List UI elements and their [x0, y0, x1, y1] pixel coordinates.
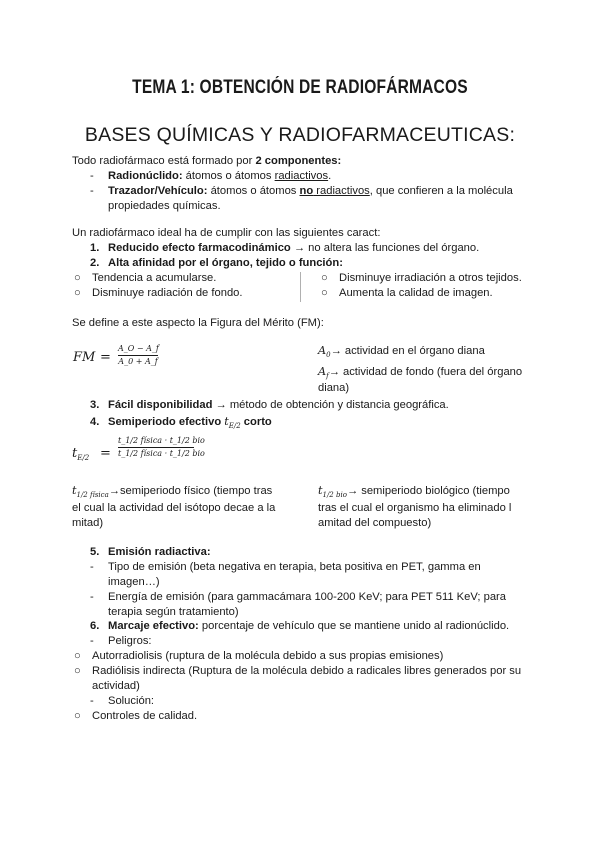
page-title: TEMA 1: OBTENCIÓN DE RADIOFÁRMACOS [132, 77, 468, 98]
affinity-right-1: Disminuye irradiación a otros tejidos. [339, 272, 522, 284]
solucion-1: Controles de calidad. [92, 710, 198, 722]
af-symbol: A [318, 365, 327, 378]
item-number: 1. [90, 242, 100, 254]
item-number: 2. [90, 257, 100, 269]
component-text: átomos o átomos [207, 185, 300, 197]
item-number: 4. [90, 416, 100, 428]
a0-text: → actividad en el órgano diana [330, 345, 485, 357]
item-1 [108, 241, 479, 255]
affinity-left-1: Tendencia a acumularse. [92, 272, 217, 284]
item-4-bold-end: corto [240, 416, 272, 428]
fm-lhs: FM [73, 350, 96, 365]
section-heading: BASES QUÍMICAS Y RADIOFARMACEUTICAS: [84, 124, 516, 146]
component-trazador [108, 184, 513, 198]
item-3 [108, 398, 449, 412]
fraction-bar [118, 447, 194, 448]
item-6 [108, 619, 509, 633]
underlined-text-2: radiactivos [313, 185, 370, 197]
fm-numerator: A_O − A_f [118, 344, 159, 353]
bullet-dash: - [90, 185, 94, 197]
circle-bullet: ○ [74, 650, 81, 662]
tfis-line2: el cual la actividad del isótopo decae a la [72, 502, 276, 514]
bullet-dash: - [90, 591, 94, 603]
term-trazador: Trazador/Vehículo: [108, 185, 208, 197]
solucion-label: Solución: [108, 695, 155, 707]
item-5-bullet-1: Tipo de emisión (beta negativa en terapia, beta positiva en PET, gamma en [108, 561, 481, 573]
teff-subscript: E/2 [77, 454, 90, 462]
fraction-bar [118, 355, 158, 356]
af-subscript: f [326, 372, 329, 380]
circle-bullet: ○ [74, 665, 81, 677]
tfis-symbol: t [72, 484, 77, 497]
item-6-text: porcentaje de vehículo que se mantiene unido al radionúclido. [198, 620, 510, 632]
tbio-subscript: 1/2 bio [322, 491, 347, 499]
peligro-2-line2: actividad) [92, 680, 140, 692]
tfis-text: →semiperiodo físico (tiempo tras [108, 485, 273, 497]
intro-line [72, 154, 341, 168]
fm-a0-def [318, 344, 485, 362]
fm-equals: = [100, 350, 111, 365]
item-1-text: → no altera las funciones del órgano. [290, 242, 480, 254]
circle-bullet: ○ [321, 272, 328, 284]
tbio-symbol: t [318, 484, 323, 497]
teff-numerator: t_1/2 física · t_1/2 bio [118, 436, 205, 445]
teff-equals: = [100, 446, 111, 461]
component-radionuclido [108, 169, 331, 183]
af-text: → actividad de fondo (fuera del órgano [328, 366, 523, 378]
teff-fraction [118, 436, 205, 459]
tbio-line2: tras el cual el organismo ha eliminado l [318, 502, 512, 514]
component-text: átomos o átomos [182, 170, 275, 182]
tbio-text: → semiperiodo biológico (tiempo [346, 485, 510, 497]
fm-af-def-line2: diana) [318, 382, 350, 394]
circle-bullet: ○ [74, 287, 81, 299]
circle-bullet: ○ [321, 287, 328, 299]
a0-symbol: A [318, 344, 327, 357]
item-1-bold: Reducido efecto farmacodinámico [108, 242, 291, 254]
affinity-right-2: Aumenta la calidad de imagen. [339, 287, 493, 299]
underlined-text: no [299, 185, 314, 197]
item-3-bold: Fácil disponibilidad [108, 399, 213, 411]
intro-text: Todo radiofármaco está formado por [72, 155, 256, 167]
teff-denominator: t_1/2 física · t_1/2 bio [118, 449, 205, 458]
teff-lhs [72, 446, 89, 466]
circle-bullet: ○ [74, 272, 81, 284]
item-5: Emisión radiactiva: [108, 546, 211, 558]
peligros-label: Peligros: [108, 635, 152, 647]
tbio-def [318, 484, 510, 502]
item-3-text: → método de obtención y distancia geográfica. [212, 399, 449, 411]
t-symbol: t [224, 415, 229, 428]
bullet-dash: - [90, 635, 94, 647]
peligro-1: Autorradiolisis (ruptura de la molécula debido a sus propias emisiones) [92, 650, 444, 662]
item-6-bold: Marcaje efectivo: [108, 620, 199, 632]
tfis-subscript: 1/2 física [76, 491, 109, 499]
bullet-dash: - [90, 561, 94, 573]
intro-bold: 2 componentes: [255, 155, 342, 167]
tbio-line3: amitad del compuesto) [318, 517, 432, 529]
fm-denominator: A_0 + A_f [118, 357, 158, 366]
fm-intro: Se define a este aspecto la Figura del Mérito (FM): [72, 317, 324, 329]
peligro-2: Radiólisis indirecta (Ruptura de la molécula debido a radicales libres generados por su [92, 665, 522, 677]
component-text-end: . [328, 170, 332, 182]
ideal-intro: Un radiofármaco ideal ha de cumplir con las siguientes caract: [72, 227, 381, 239]
circle-bullet: ○ [74, 710, 81, 722]
column-divider [300, 272, 301, 302]
component-trazador-line2: propiedades químicas. [108, 200, 221, 212]
item-number: 3. [90, 399, 100, 411]
affinity-left-2: Disminuye radiación de fondo. [92, 287, 243, 299]
item-5-bullet-2-line2: terapia según tratamiento) [108, 606, 239, 618]
item-5-bullet-1-line2: imagen…) [108, 576, 160, 588]
a0-subscript: 0 [326, 351, 331, 359]
tfis-def [72, 484, 272, 502]
fm-fraction [118, 344, 158, 367]
underlined-text: radiactivos [274, 170, 329, 182]
item-number: 6. [90, 620, 100, 632]
component-text-end: , que confieren a la molécula [369, 185, 513, 197]
tfis-line3: mitad) [72, 517, 104, 529]
item-number: 5. [90, 546, 100, 558]
bullet-dash: - [90, 695, 94, 707]
teff-symbol: t [72, 446, 78, 461]
item-4-bold: Semiperiodo efectivo [108, 416, 222, 428]
bullet-dash: - [90, 170, 94, 182]
item-5-bullet-2: Energía de emisión (para gammacámara 100-200 KeV; para PET 511 KeV; para [108, 591, 507, 603]
item-2: Alta afinidad por el órgano, tejido o función: [108, 257, 343, 269]
term-radionuclido: Radionúclido: [108, 170, 183, 182]
item-4 [108, 415, 272, 433]
t-subscript: E/2 [228, 422, 241, 430]
